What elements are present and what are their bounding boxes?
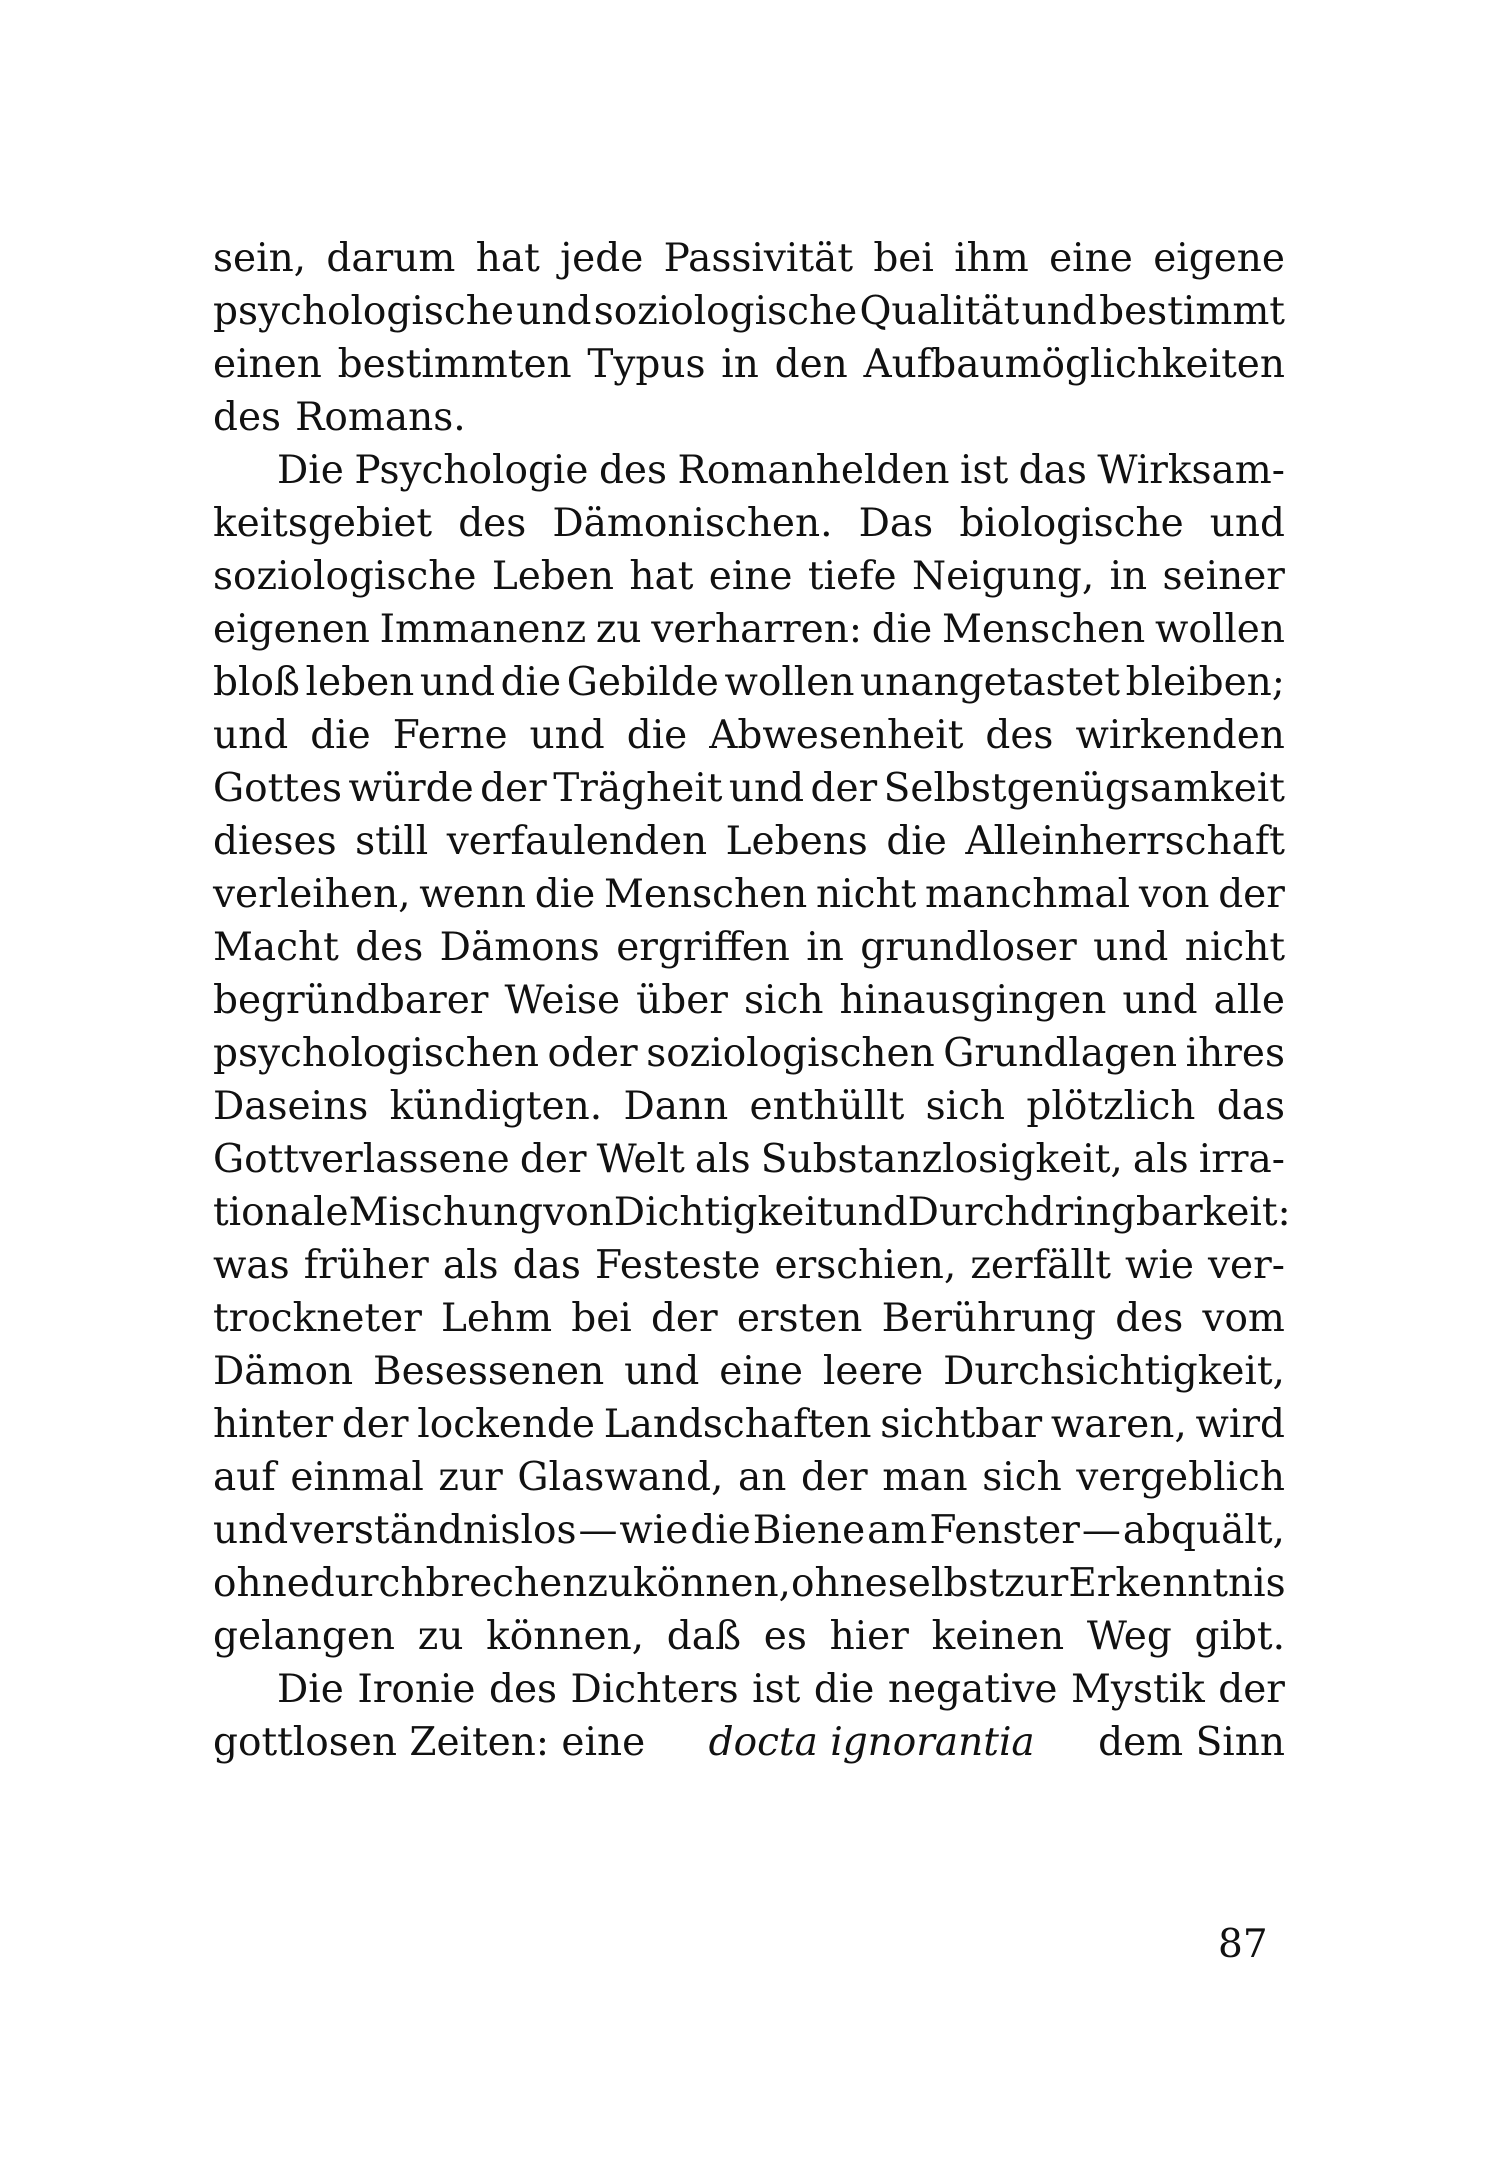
text-line <box>213 656 1285 709</box>
final-line-start: gottlosen Zeiten: eine <box>213 1720 646 1765</box>
word: der <box>519 1137 587 1182</box>
word: vom <box>1202 1296 1285 1341</box>
word: Ferne <box>392 713 508 758</box>
word: die <box>813 1667 875 1712</box>
word: Dichtigkeit <box>613 1190 833 1235</box>
word: hinter <box>213 1402 334 1447</box>
word: Dann <box>623 1084 729 1129</box>
word: Weg <box>1086 1614 1172 1659</box>
word: Biene <box>752 1508 866 1553</box>
word: die <box>626 713 688 758</box>
word: Erkenntnis <box>1068 1561 1286 1606</box>
word: trockneter <box>213 1296 422 1341</box>
text-line <box>213 1027 1285 1080</box>
word: als <box>1132 1137 1189 1182</box>
word: Menschen <box>603 872 808 917</box>
word: eine <box>1049 236 1133 281</box>
word: der <box>810 766 878 811</box>
word: des <box>458 501 527 546</box>
word: es <box>763 1614 807 1659</box>
word: wie <box>619 1508 689 1553</box>
word: Immanenz <box>379 607 587 652</box>
word: würde <box>348 766 474 811</box>
word: der <box>800 1455 868 1500</box>
word: Ironie <box>357 1667 476 1712</box>
text-line <box>213 444 1285 497</box>
word: Glaswand, <box>517 1455 724 1500</box>
word: abquält, <box>1122 1508 1285 1553</box>
word: Menschen <box>941 607 1146 652</box>
word: psychologische <box>213 289 514 334</box>
word: Romans. <box>295 395 466 440</box>
word: und <box>624 1349 700 1394</box>
final-line-end: dem Sinn <box>1098 1720 1285 1765</box>
word: sich <box>744 978 824 1023</box>
word: unangetastet <box>860 660 1121 705</box>
text-line <box>213 285 1285 338</box>
word: Selbstgenügsamkeit <box>883 766 1285 811</box>
text-line <box>213 391 1285 444</box>
word: sich <box>982 1455 1062 1500</box>
word: eigenen <box>213 607 370 652</box>
word: Qualität <box>859 289 1020 334</box>
text-line <box>213 338 1285 391</box>
word: und <box>419 660 496 705</box>
word: der <box>1218 1667 1285 1712</box>
word: darum <box>326 236 456 281</box>
text-line <box>213 497 1285 550</box>
word: wie <box>1125 1243 1194 1288</box>
word: still <box>355 819 429 864</box>
word: Leben <box>491 554 614 599</box>
word: nicht <box>1184 925 1285 970</box>
word: wird <box>1195 1402 1285 1447</box>
word: über <box>636 978 728 1023</box>
word: ohne <box>213 1561 310 1606</box>
word: grundloser <box>860 925 1077 970</box>
word: ohne <box>790 1561 888 1606</box>
word: der <box>650 1296 718 1341</box>
word: selbst <box>887 1561 1004 1606</box>
word: irra- <box>1198 1137 1285 1182</box>
word: als <box>694 1137 751 1182</box>
word: Dämonischen. <box>552 501 833 546</box>
word: Die <box>277 448 344 493</box>
word: des <box>985 713 1054 758</box>
word: Durchdringbarkeit: <box>907 1190 1291 1235</box>
text-line <box>213 1557 1285 1610</box>
word: zur <box>438 1455 503 1500</box>
word: bestimmt <box>1099 289 1285 334</box>
word: oder <box>547 1031 638 1076</box>
word: in <box>721 342 759 387</box>
word: eine <box>719 1349 804 1394</box>
word: sein, <box>213 236 307 281</box>
word: an <box>737 1455 787 1500</box>
word: einen <box>213 342 322 387</box>
word: verharren: <box>651 607 862 652</box>
word: verleihen, <box>213 872 411 917</box>
word: der <box>341 1402 409 1447</box>
word: Neigung, <box>911 554 1095 599</box>
word: tiefe <box>807 554 897 599</box>
word: und <box>213 713 289 758</box>
word: Lebens <box>725 819 868 864</box>
word: plötzlich <box>1026 1084 1196 1129</box>
word: und <box>213 1508 289 1553</box>
word: sichtbar <box>880 1402 1043 1447</box>
word: den <box>774 342 848 387</box>
text-line <box>213 1345 1285 1398</box>
word: das <box>1018 448 1087 493</box>
word: Passivität <box>663 236 853 281</box>
word: manchmal <box>925 872 1131 917</box>
word: Wirksam- <box>1097 448 1285 493</box>
word: können, <box>486 1614 645 1659</box>
word: zu <box>595 607 642 652</box>
word: des <box>213 395 282 440</box>
word: ihres <box>1185 1031 1285 1076</box>
word: Besessenen <box>373 1349 605 1394</box>
word: soziologische <box>593 289 858 334</box>
word: — <box>1081 1508 1121 1553</box>
word: ergriffen <box>616 925 790 970</box>
word: das <box>512 1243 581 1288</box>
word: und <box>1093 925 1169 970</box>
word: verfaulenden <box>446 819 708 864</box>
word: durchbrechen <box>309 1561 588 1606</box>
word: Fenster <box>929 1508 1080 1553</box>
word: Abwesenheit <box>709 713 964 758</box>
word: seiner <box>1162 554 1285 599</box>
word: biologische <box>959 501 1184 546</box>
text-line <box>213 1398 1285 1451</box>
text-line <box>213 550 1285 603</box>
word: zerfällt <box>970 1243 1111 1288</box>
text-line <box>213 232 1285 285</box>
word: und <box>832 1190 908 1235</box>
word: früher <box>303 1243 429 1288</box>
word: und <box>728 766 805 811</box>
word: von <box>543 1190 614 1235</box>
word: erschien, <box>774 1243 957 1288</box>
word: des <box>1115 1296 1184 1341</box>
word: ist <box>960 448 1009 493</box>
word: Durchsichtigkeit, <box>943 1349 1285 1394</box>
word: und <box>1122 978 1198 1023</box>
word: hinausgingen <box>839 978 1107 1023</box>
word: Lehm <box>441 1296 553 1341</box>
word: eine <box>708 554 793 599</box>
word: Substanzlosigkeit, <box>760 1137 1123 1182</box>
word: ihm <box>954 236 1029 281</box>
word: des <box>598 448 668 493</box>
word: begründbarer <box>213 978 489 1023</box>
word: des <box>489 1667 558 1712</box>
word: Festeste <box>594 1243 761 1288</box>
word: die <box>534 872 596 917</box>
text-line-final <box>213 1716 1285 1769</box>
word: die <box>871 607 933 652</box>
word: Gottes <box>213 766 343 811</box>
text-line <box>213 815 1285 868</box>
word: keinen <box>931 1614 1065 1659</box>
final-line-italic: docta ignorantia <box>708 1720 1035 1765</box>
word: wenn <box>419 872 526 917</box>
text-line <box>213 1292 1285 1345</box>
text-line <box>213 709 1285 762</box>
word: Daseins <box>213 1084 369 1129</box>
word: Romanhelden <box>677 448 950 493</box>
word: am <box>867 1508 928 1553</box>
word: die <box>500 660 562 705</box>
word: die <box>690 1508 751 1553</box>
word: Mystik <box>1071 1667 1205 1712</box>
word: Dichters <box>570 1667 739 1712</box>
page-number: 87 <box>1218 1922 1268 1967</box>
text-line <box>213 762 1285 815</box>
word: Mischung <box>348 1190 544 1235</box>
word: Berührung <box>881 1296 1097 1341</box>
word: bleiben; <box>1125 660 1285 705</box>
word: sich <box>925 1084 1006 1129</box>
word: Dämon <box>213 1349 354 1394</box>
text-line <box>213 921 1285 974</box>
word: Das <box>858 501 934 546</box>
word: — <box>578 1508 618 1553</box>
word: hier <box>829 1614 909 1659</box>
word: ver- <box>1208 1243 1285 1288</box>
word: negative <box>887 1667 1058 1712</box>
word: bloß <box>213 660 300 705</box>
word: soziologischen <box>646 1031 935 1076</box>
word: Alleinherrschaft <box>965 819 1285 864</box>
word: alle <box>1213 978 1285 1023</box>
word: zu <box>587 1561 634 1606</box>
text-line <box>213 1133 1285 1186</box>
word: des <box>355 925 424 970</box>
word: können, <box>633 1561 791 1606</box>
word: und <box>529 713 605 758</box>
text-line <box>213 1610 1285 1663</box>
text-line <box>213 1663 1285 1716</box>
word: kündigten. <box>389 1084 603 1129</box>
word: der <box>1218 872 1285 917</box>
word: ist <box>752 1667 801 1712</box>
word: Welt <box>596 1137 685 1182</box>
word: die <box>886 819 947 864</box>
word: soziologische <box>213 554 477 599</box>
word: Aufbaumöglichkeiten <box>863 342 1285 387</box>
word: Macht <box>213 925 339 970</box>
text-line <box>213 1451 1285 1504</box>
word: und <box>1209 501 1285 546</box>
word: die <box>310 713 371 758</box>
text-line <box>213 603 1285 656</box>
word: gelangen <box>213 1614 396 1659</box>
word: Dämons <box>439 925 600 970</box>
word: Grundlagen <box>943 1031 1178 1076</box>
word: das <box>1216 1084 1285 1129</box>
word: bei <box>571 1296 632 1341</box>
word: keitsgebiet <box>213 501 433 546</box>
word: hat <box>475 236 540 281</box>
word: nicht <box>816 872 917 917</box>
word: enthüllt <box>749 1084 905 1129</box>
word: zu <box>417 1614 464 1659</box>
word: Gottverlassene <box>213 1137 510 1182</box>
text-line <box>213 1186 1291 1239</box>
text-line <box>213 974 1285 1027</box>
word: man <box>882 1455 968 1500</box>
word: was <box>213 1243 290 1288</box>
text-line <box>213 868 1285 921</box>
word: verständnislos <box>290 1508 577 1553</box>
word: leben <box>305 660 415 705</box>
word: und <box>1021 289 1097 334</box>
word: in <box>806 925 844 970</box>
word: Weise <box>504 978 621 1023</box>
word: und <box>516 289 592 334</box>
word: vergeblich <box>1076 1455 1285 1500</box>
word: wollen <box>724 660 855 705</box>
word: wollen <box>1154 607 1285 652</box>
word: Die <box>277 1667 344 1712</box>
word: als <box>442 1243 499 1288</box>
word: einmal <box>290 1455 424 1500</box>
word: wirkenden <box>1075 713 1285 758</box>
word: waren, <box>1050 1402 1187 1447</box>
text-line <box>213 1239 1285 1292</box>
word: bestimmten <box>337 342 572 387</box>
word: Typus <box>587 342 706 387</box>
word: leere <box>822 1349 924 1394</box>
word: Landschaften <box>603 1402 872 1447</box>
word: in <box>1109 554 1148 599</box>
body-text <box>213 232 1291 1769</box>
word: zur <box>1004 1561 1069 1606</box>
word: daß <box>666 1614 742 1659</box>
word: der <box>480 766 547 811</box>
word: bei <box>873 236 934 281</box>
word: hat <box>629 554 694 599</box>
word: jede <box>560 236 644 281</box>
word: psychologischen <box>213 1031 540 1076</box>
word: von <box>1138 872 1210 917</box>
word: eigene <box>1153 236 1285 281</box>
text-line <box>213 1080 1285 1133</box>
text-line <box>213 1504 1285 1557</box>
word: tionale <box>213 1190 349 1235</box>
word: gibt. <box>1194 1614 1285 1659</box>
word: auf <box>213 1455 276 1500</box>
word: ersten <box>736 1296 863 1341</box>
word: lockende <box>417 1402 595 1447</box>
word: Trägheit <box>553 766 723 811</box>
word: Psychologie <box>354 448 589 493</box>
word: Gebilde <box>566 660 719 705</box>
word: dieses <box>213 819 337 864</box>
